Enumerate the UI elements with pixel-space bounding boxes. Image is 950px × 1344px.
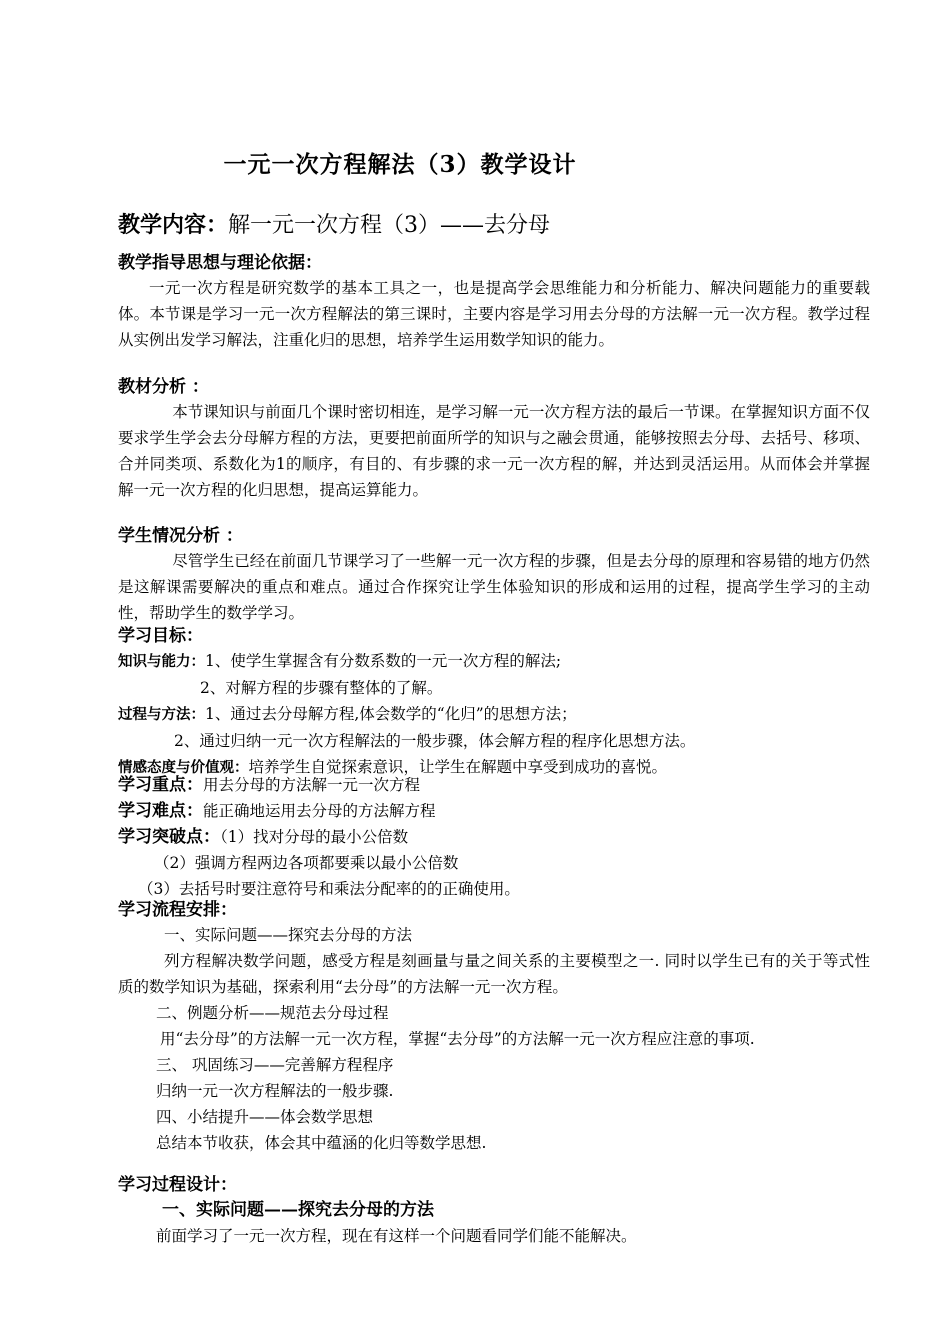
key-point-label: 学习重点： [118, 775, 203, 795]
guidance-heading: 教学指导思想与理论依据： [118, 253, 322, 273]
process-line-1 [118, 701, 870, 728]
knowledge-item-1: 1、使学生掌握含有分数系数的一元一次方程的解法; [205, 652, 562, 670]
design-step-1-text: 前面学习了一元一次方程，现在有这样一个问题看同学们能不能解决。 [156, 1227, 637, 1245]
knowledge-item-2: 2、对解方程的步骤有整体的了解。 [200, 679, 443, 697]
design-section [118, 1173, 870, 1249]
emotion-text: 培养学生自觉探索意识，让学生在解题中享受到成功的喜悦。 [248, 758, 668, 776]
document-title: 一元一次方程解法（3）教学设计 [223, 151, 577, 178]
flow-step-2-title: 二、例题分析——规范去分母过程 [156, 1004, 389, 1022]
breakthrough-item-2: （2）强调方程两边各项都要乘以最小公倍数 [154, 854, 459, 872]
teaching-content-label: 教学内容： [118, 213, 229, 238]
flow-step-2-text: 用“去分母”的方法解一元一次方程，掌握“去分母”的方法解一元一次方程应注意的事项. [160, 1030, 755, 1048]
process-item-2: 2、通过归纳一元一次方程解法的一般步骤，体会解方程的程序化思想方法。 [174, 732, 696, 750]
key-point-line [118, 772, 870, 798]
students-section [118, 524, 870, 626]
guidance-text: 一元一次方程是研究数学的基本工具之一，也是提高学会思维能力和分析能力、解决问题能力的重要载体。本节课是学习一元一次方程解法的第三课时，主要内容是学习用去分母的方法解一元一次方程。教学过程从实例出发学习解法，注重化归的思想，培养学生运用数学知识的能力。 [118, 279, 870, 349]
design-step-1-title: 一、实际问题——探究去分母的方法 [162, 1200, 434, 1220]
process-label: 过程与方法： [118, 707, 205, 723]
goals-heading: 学习目标： [118, 626, 203, 646]
students-text: 尽管学生已经在前面几节课学习了一些解一元一次方程的步骤，但是去分母的原理和容易错的地方仍然是这解课需要解决的重点和难点。通过合作探究让学生体验知识的形成和运用的过程，提高学生学习的主动性，帮助学生的数学学习。 [118, 552, 870, 622]
material-heading: 教材分析 ： [118, 377, 209, 397]
flow-step-3-title: 三、 巩固练习——完善解方程程序 [156, 1056, 394, 1074]
teaching-content-value: 解一元一次方程（3）——去分母 [228, 213, 551, 238]
knowledge-line-1 [118, 648, 870, 675]
goals-section [118, 624, 870, 781]
guidance-section [118, 251, 870, 353]
breakthrough-line [118, 824, 870, 850]
breakthrough-label: 学习突破点： [118, 827, 220, 847]
difficulty-line [118, 798, 870, 824]
teaching-content [118, 208, 550, 239]
key-points-section [118, 772, 870, 902]
breakthrough-item-3: （3）去括号时要注意符号和乘法分配率的的正确使用。 [138, 880, 520, 898]
students-heading: 学生情况分析 ： [118, 526, 243, 546]
emotion-label: 情感态度与价值观： [118, 760, 249, 776]
flow-step-4-text: 总结本节收获，体会其中蕴涵的化归等数学思想. [156, 1134, 487, 1152]
flow-section [118, 898, 870, 1156]
difficulty-text: 能正确地运用去分母的方法解方程 [203, 802, 436, 820]
knowledge-label: 知识与能力： [118, 654, 205, 670]
process-item-1: 1、通过去分母解方程,体会数学的“化归”的思想方法； [205, 705, 577, 723]
flow-step-1-title: 一、实际问题——探究去分母的方法 [164, 926, 413, 944]
key-point-text: 用去分母的方法解一元一次方程 [203, 776, 421, 794]
flow-heading: 学习流程安排： [118, 900, 237, 920]
flow-step-4-title: 四、小结提升——体会数学思想 [156, 1108, 374, 1126]
material-section [118, 375, 870, 503]
flow-step-1-text: 列方程解决数学问题，感受方程是刻画量与量之间关系的主要模型之一. 同时以学生已有的关于等式性质的数学知识为基础，探索利用“去分母”的方法解一元一次方程。 [118, 952, 870, 996]
difficulty-label: 学习难点： [118, 801, 203, 821]
flow-step-3-text: 归纳一元一次方程解法的一般步骤. [156, 1082, 394, 1100]
breakthrough-item-1: （1）找对分母的最小公倍数 [220, 828, 409, 846]
design-heading: 学习过程设计： [118, 1175, 237, 1195]
material-text: 本节课知识与前面几个课时密切相连，是学习解一元一次方程方法的最后一节课。在掌握知识方面不仅要求学生学会去分母解方程的方法，更要把前面所学的知识与之融会贯通，能够按照去分母、去括号、移项、合并同类项、系数化为1的顺序，有目的、有步骤的求一元一次方程的解，并达到灵活运用。从而体会并掌握解一元一次方程的化归思想，提高运算能力。 [118, 403, 870, 499]
